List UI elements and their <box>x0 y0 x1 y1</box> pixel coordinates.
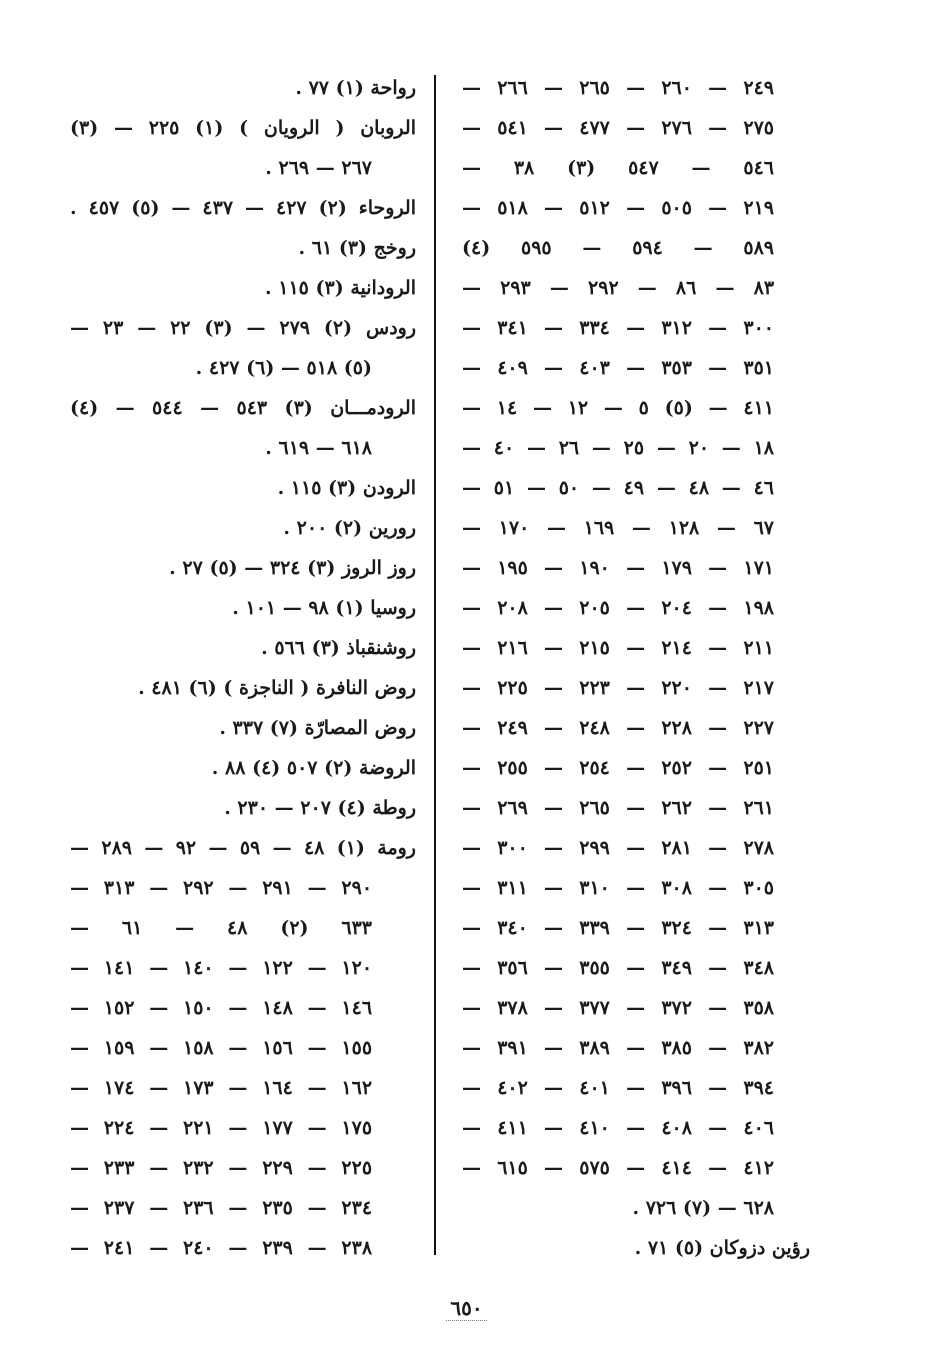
right-column <box>462 68 810 1268</box>
index-line: ١٧٥ — ١٧٧ — ٢٢١ — ٢٢٤ — <box>70 1117 373 1139</box>
index-line: ٢١١ — ٢١٤ — ٢١٥ — ٢١٦ — <box>462 637 774 659</box>
index-line: ٢٧٥ — ٢٧٦ — ٤٧٧ — ٥٤١ — <box>462 117 774 139</box>
index-line: ٦١٨ — ٦١٩ . <box>265 437 372 459</box>
index-line: ٨٣ — ٨٦ — ٢٩٢ — ٢٩٣ — <box>462 277 774 299</box>
index-line: ٤١١ — (٥) ٥ — ١٢ — ١٤ — <box>462 397 774 419</box>
index-line: ٥٤٦ — ٥٤٧ (٣) ٣٨ — <box>462 157 774 179</box>
index-entry-heading: روض المصارّة (٧) ٣٣٧ . <box>219 717 416 739</box>
index-line: ٦٧ — ١٢٨ — ١٦٩ — ١٧٠ — <box>462 517 774 539</box>
index-line: ٣٥١ — ٣٥٣ — ٤٠٣ — ٤٠٩ — <box>462 357 774 379</box>
index-line: ٢٤٩ — ٢٦٠ — ٢٦٥ — ٢٦٦ — <box>462 77 774 99</box>
index-line: ١٢٠ — ١٢٢ — ١٤٠ — ١٤١ — <box>70 957 373 979</box>
index-line: ٢٣٨ — ٢٣٩ — ٢٤٠ — ٢٤١ — <box>70 1237 373 1259</box>
column-divider <box>434 75 436 1255</box>
index-line: ٤٠٦ — ٤٠٨ — ٤١٠ — ٤١١ — <box>462 1117 774 1139</box>
index-entry-heading: روز الروز (٣) ٣٢٤ — (٥) ٢٧ . <box>169 557 416 579</box>
index-line: ١٩٨ — ٢٠٤ — ٢٠٥ — ٢٠٨ — <box>462 597 774 619</box>
index-line: ٢١٧ — ٢٢٠ — ٢٢٣ — ٢٢٥ — <box>462 677 774 699</box>
index-entry-heading: الروضة (٢) ٥٠٧ (٤) ٨٨ . <box>211 757 416 779</box>
index-entry-heading: روطة (٤) ٢٠٧ — ٢٣٠ . <box>224 797 416 819</box>
index-line: ١٦٢ — ١٦٤ — ١٧٣ — ١٧٤ — <box>70 1077 373 1099</box>
index-line: (٥) ٥١٨ — (٦) ٤٢٧ . <box>195 357 372 379</box>
index-line: ٣٥٨ — ٣٧٢ — ٣٧٧ — ٣٧٨ — <box>462 997 774 1019</box>
index-entry-heading: رومة (١) ٤٨ — ٥٩ — ٩٢ — ٢٨٩ — <box>70 837 416 859</box>
index-entry-heading: الرودمـــان (٣) ٥٤٣ — ٥٤٤ — (٤) <box>70 397 416 419</box>
index-line: ٣٨٢ — ٣٨٥ — ٣٨٩ — ٣٩١ — <box>462 1037 774 1059</box>
index-entry-heading: روض النافرة ( الناجزة ) (٦) ٤٨١ . <box>138 677 416 699</box>
index-entry-heading: الرودانية (٣) ١١٥ . <box>265 277 416 299</box>
index-entry-heading: رورين (٢) ٢٠٠ . <box>283 517 416 539</box>
index-line: ٤١٢ — ٤١٤ — ٥٧٥ — ٦١٥ — <box>462 1157 774 1179</box>
index-entry-heading: رؤين دزوكان (٥) ٧١ . <box>634 1237 810 1259</box>
index-line: ٢٦٧ — ٢٦٩ . <box>265 157 372 179</box>
index-entry-heading: الروبان ( الرويان ) (١) ٢٢٥ — (٣) <box>70 117 416 139</box>
index-line: ٦٢٨ — (٧) ٧٢٦ . <box>632 1197 774 1219</box>
index-line: ٢١٩ — ٥٠٥ — ٥١٢ — ٥١٨ — <box>462 197 774 219</box>
index-entry-heading: روشنقباذ (٣) ٥٦٦ . <box>261 637 416 659</box>
index-line: ٢٢٥ — ٢٢٩ — ٢٣٢ — ٢٣٣ — <box>70 1157 373 1179</box>
index-line: ٣٠٠ — ٣١٢ — ٣٣٤ — ٣٤١ — <box>462 317 774 339</box>
index-line: ١٤٦ — ١٤٨ — ١٥٠ — ١٥٢ — <box>70 997 373 1019</box>
page-number-text: ٦٥٠ <box>446 1296 486 1321</box>
index-line: ٣٤٨ — ٣٤٩ — ٣٥٥ — ٣٥٦ — <box>462 957 774 979</box>
index-line: ٣٠٥ — ٣٠٨ — ٣١٠ — ٣١١ — <box>462 877 774 899</box>
index-line: ٥٨٩ — ٥٩٤ — ٥٩٥ (٤) <box>462 237 774 259</box>
index-entry-heading: روخج (٣) ٦١ . <box>298 237 416 259</box>
index-entry-heading: رواحة (١) ٧٧ . <box>295 77 416 99</box>
index-line: ٢٢٧ — ٢٢٨ — ٢٤٨ — ٢٤٩ — <box>462 717 774 739</box>
index-entry-heading: رودس (٢) ٢٧٩ — (٣) ٢٢ — ٢٣ — <box>70 317 416 339</box>
left-column <box>70 68 416 1268</box>
index-line: ٣١٣ — ٣٢٤ — ٣٣٩ — ٣٤٠ — <box>462 917 774 939</box>
index-line: ١٨ — ٢٠ — ٢٥ — ٢٦ — ٤٠ — <box>462 437 774 459</box>
index-line: ٢٧٨ — ٢٨١ — ٢٩٩ — ٣٠٠ — <box>462 837 774 859</box>
index-line: ٢٩٠ — ٢٩١ — ٢٩٢ — ٣١٣ — <box>70 877 373 899</box>
index-line: ٢٥١ — ٢٥٢ — ٢٥٤ — ٢٥٥ — <box>462 757 774 779</box>
index-entry-heading: الروحاء (٢) ٤٢٧ — ٤٣٧ — (٥) ٤٥٧ . <box>70 197 416 219</box>
index-line: ٣٩٤ — ٣٩٦ — ٤٠١ — ٤٠٢ — <box>462 1077 774 1099</box>
index-line: ١٥٥ — ١٥٦ — ١٥٨ — ١٥٩ — <box>70 1037 373 1059</box>
index-line: ٢٣٤ — ٢٣٥ — ٢٣٦ — ٢٣٧ — <box>70 1197 373 1219</box>
index-line: ٢٦١ — ٢٦٢ — ٢٦٥ — ٢٦٩ — <box>462 797 774 819</box>
index-entry-heading: روسيا (١) ٩٨ — ١٠١ . <box>232 597 416 619</box>
index-entry-heading: الرودن (٣) ١١٥ . <box>277 477 416 499</box>
page-number <box>0 1296 933 1320</box>
index-line: ٤٦ — ٤٨ — ٤٩ — ٥٠ — ٥١ — <box>462 477 774 499</box>
index-line: ٦٣٣ (٢) ٤٨ — ٦١ — <box>70 917 373 939</box>
index-line: ١٧١ — ١٧٩ — ١٩٠ — ١٩٥ — <box>462 557 774 579</box>
